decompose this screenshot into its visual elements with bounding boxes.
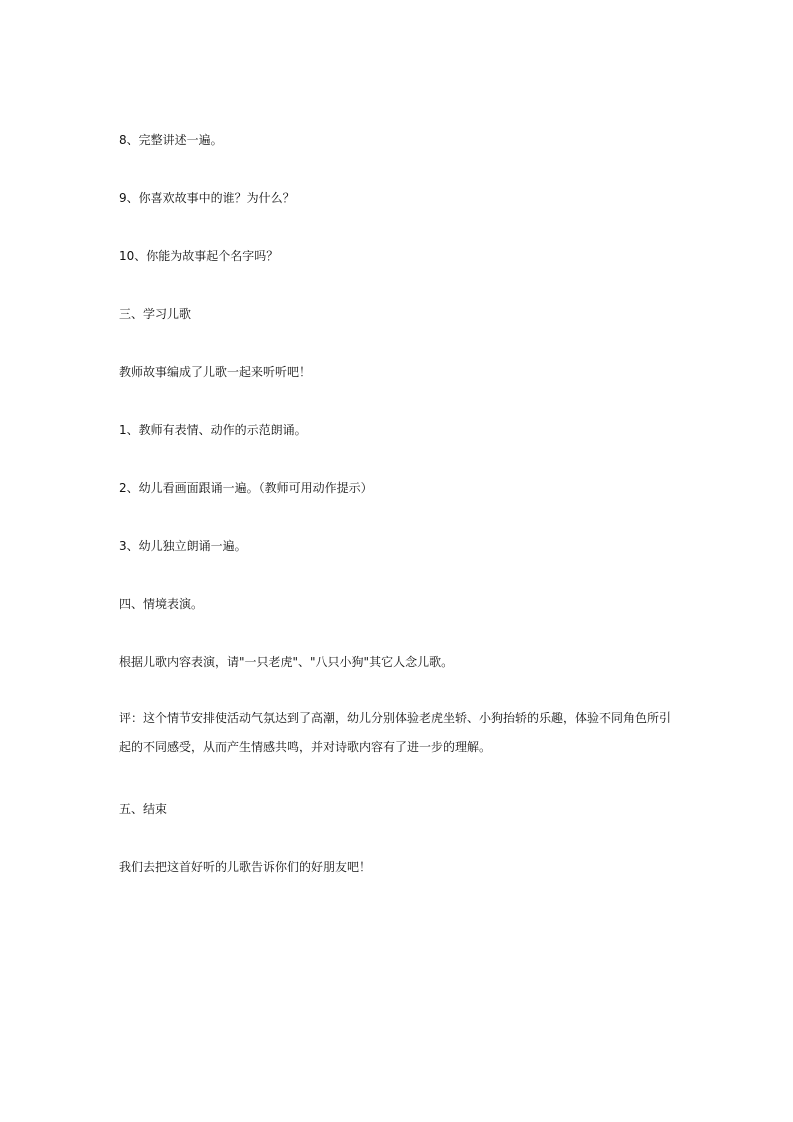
section-heading-learn-song: 三、学习儿歌 — [119, 307, 192, 321]
paragraph-step-9: 9、你喜欢故事中的谁？为什么？ — [119, 191, 295, 205]
paragraph-song-intro: 教师故事编成了儿歌一起来听听吧！ — [119, 365, 312, 379]
section-heading-performance: 四、情境表演。 — [119, 597, 204, 611]
paragraph-performance: 根据儿歌内容表演，请"一只老虎"、"八只小狗"其它人念儿歌。 — [119, 655, 454, 669]
paragraph-step-8: 8、完整讲述一遍。 — [119, 133, 223, 147]
section-heading-ending: 五、结束 — [119, 802, 168, 816]
paragraph-song-step-1: 1、教师有表情、动作的示范朗诵。 — [119, 423, 307, 437]
paragraph-step-10: 10、你能为故事起个名字吗？ — [119, 249, 279, 263]
paragraph-commentary: 评：这个情节安排使活动气氛达到了高潮，幼儿分别体验老虎坐轿、小狗抬轿的乐趣，体验不同角色所引起的不同感受，从而产生情感共鸣，并对诗歌内容有了进一步的理解。 — [119, 711, 672, 754]
paragraph-ending: 我们去把这首好听的儿歌告诉你们的好朋友吧！ — [119, 860, 372, 874]
paragraph-song-step-2: 2、幼儿看画面跟诵一遍。（教师可用动作提示） — [119, 481, 373, 495]
paragraph-song-step-3: 3、幼儿独立朗诵一遍。 — [119, 539, 247, 553]
